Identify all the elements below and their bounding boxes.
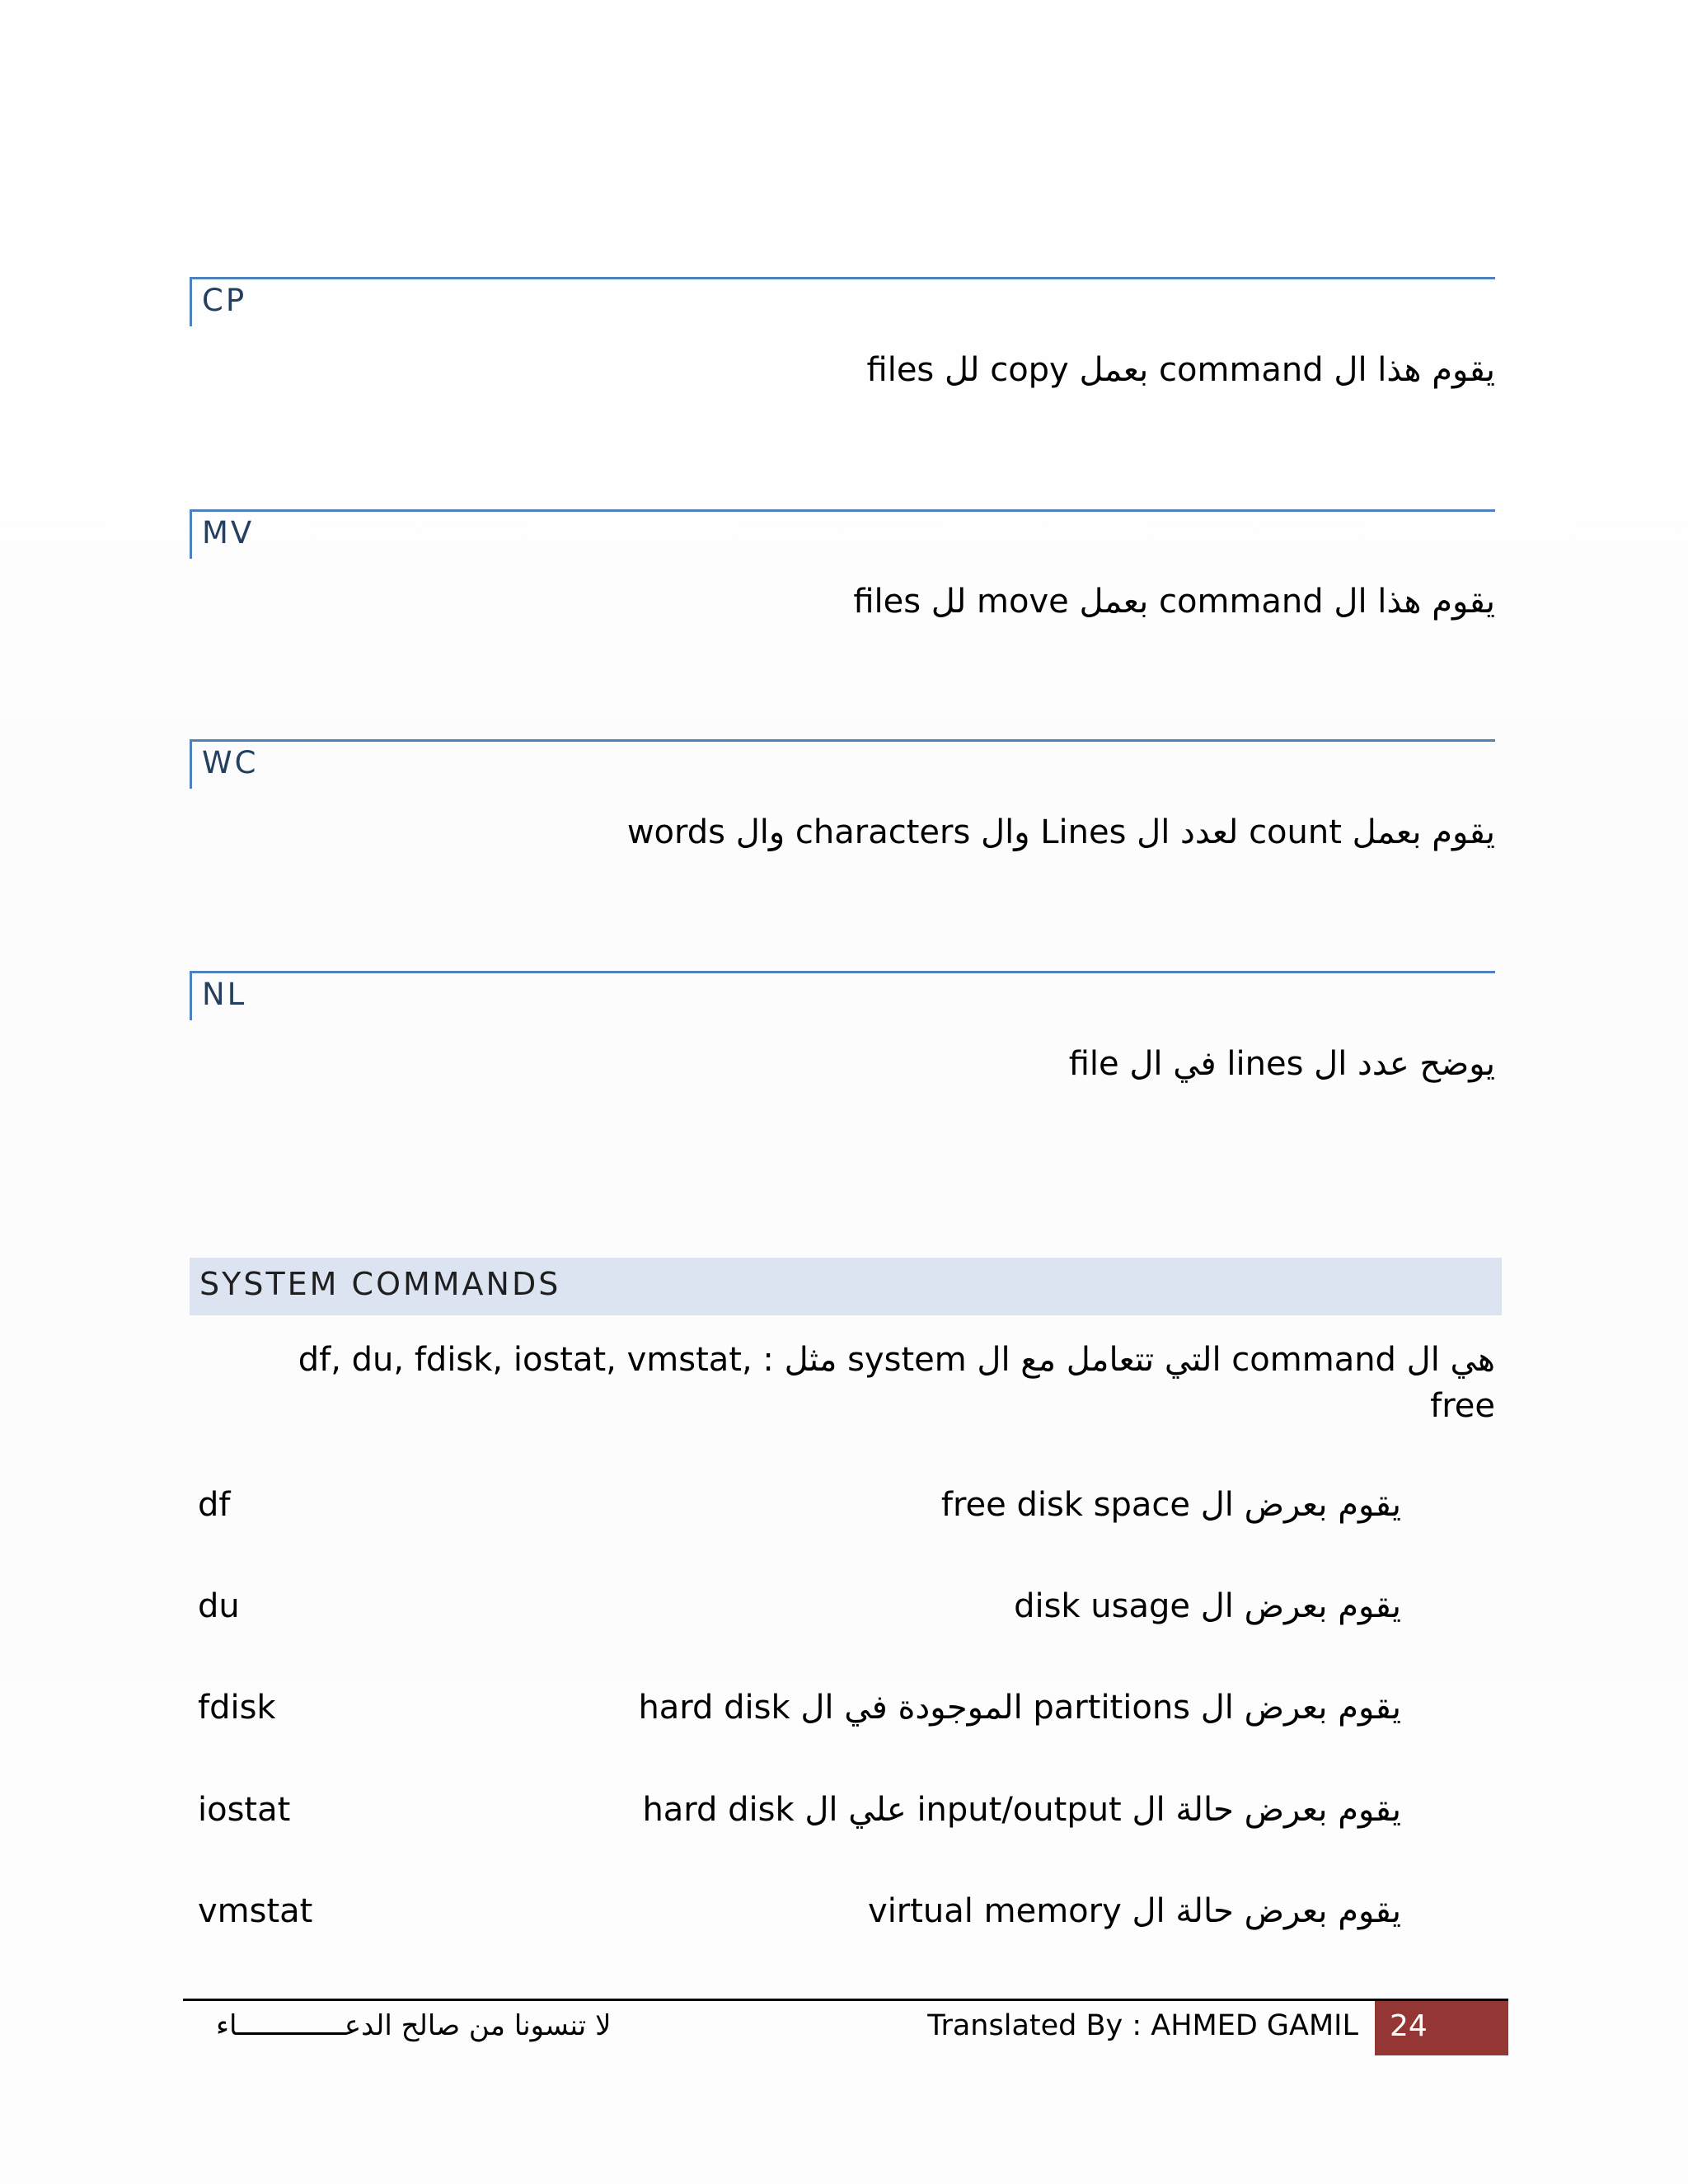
footer-dua-text: لا تنسونا من صالح الدعـــــــــــــاء — [216, 2009, 612, 2042]
system-command-row — [198, 1892, 1401, 1942]
system-command-name: vmstat — [198, 1892, 313, 1930]
footer-credit: Translated By : AHMED GAMIL — [927, 2009, 1358, 2042]
command-description-cp: يقوم هذا ال command بعمل copy لل files — [866, 351, 1495, 389]
section-title: SYSTEM COMMANDS — [199, 1266, 561, 1302]
command-description-wc: يقوم بعمل count لعدد ال Lines وال characters وال words — [626, 813, 1495, 851]
system-commands-heading — [190, 1258, 1502, 1315]
command-heading-cp — [190, 277, 1495, 326]
command-name: MV — [202, 515, 255, 551]
system-command-name: du — [198, 1587, 240, 1625]
command-name: NL — [202, 977, 247, 1012]
system-command-row — [198, 1486, 1401, 1535]
command-description-mv: يقوم هذا ال command بعمل move لل files — [853, 583, 1495, 621]
system-command-description: يقوم بعرض حالة ال input/output علي ال hard disk — [642, 1791, 1401, 1829]
page-number-badge — [1375, 2001, 1508, 2055]
system-command-description: يقوم بعرض ال free disk space — [940, 1486, 1401, 1524]
system-command-name: fdisk — [198, 1689, 276, 1727]
system-commands-intro: هي ال command التي تتعامل مع ال system مثل : df, du, fdisk, iostat, vmstat, free — [298, 1341, 1495, 1425]
system-command-row — [198, 1587, 1401, 1637]
system-command-row — [198, 1791, 1401, 1840]
system-command-name: iostat — [198, 1791, 291, 1829]
command-heading-nl — [190, 971, 1495, 1020]
command-name: CP — [202, 283, 247, 318]
page-number: 24 — [1390, 2009, 1428, 2043]
command-description-nl: يوضح عدد ال lines في ال file — [1068, 1045, 1495, 1083]
system-command-row — [198, 1689, 1401, 1738]
system-command-description: يقوم بعرض ال disk usage — [1014, 1587, 1401, 1625]
footer-divider — [183, 1999, 1508, 2001]
system-command-name: df — [198, 1486, 231, 1524]
system-command-description: يقوم بعرض ال partitions الموجودة في ال hard disk — [638, 1689, 1401, 1727]
system-command-description: يقوم بعرض حالة ال virtual memory — [868, 1892, 1401, 1930]
command-heading-mv — [190, 509, 1495, 559]
command-heading-wc — [190, 739, 1495, 789]
command-name: WC — [202, 745, 259, 780]
